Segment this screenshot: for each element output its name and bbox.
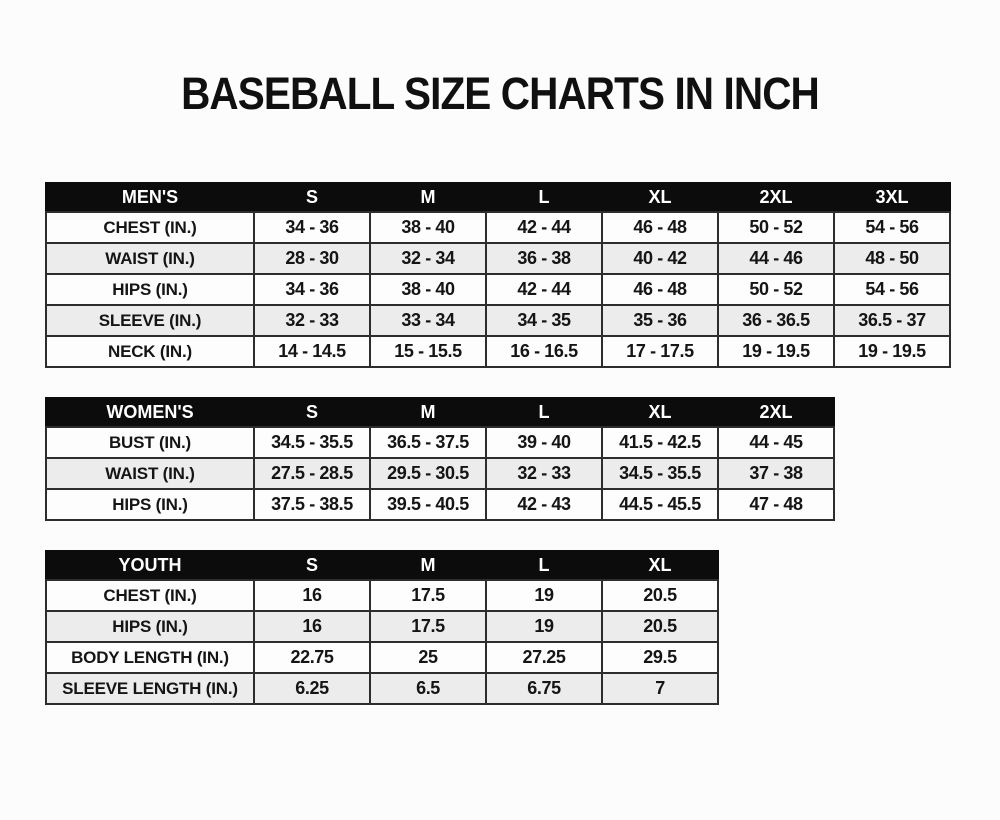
table-row <box>46 336 950 367</box>
page-title: BASEBALL SIZE CHARTS IN INCH <box>181 68 819 119</box>
size-value-cell: 20.5 <box>602 580 718 611</box>
measurement-label: WAIST (IN.) <box>46 243 254 274</box>
measurement-label: SLEEVE LENGTH (IN.) <box>46 673 254 704</box>
size-value-cell: 48 - 50 <box>834 243 950 274</box>
table-row <box>46 274 950 305</box>
size-value-cell: 38 - 40 <box>370 212 486 243</box>
womens-group-header: WOMEN'S <box>46 398 254 427</box>
size-value-cell: 37.5 - 38.5 <box>254 489 370 520</box>
size-value-cell: 16 - 16.5 <box>486 336 602 367</box>
size-value-cell: 33 - 34 <box>370 305 486 336</box>
size-column-header: L <box>486 398 602 427</box>
mens-group-header: MEN'S <box>46 183 254 212</box>
size-value-cell: 19 <box>486 580 602 611</box>
size-column-header: S <box>254 183 370 212</box>
size-value-cell: 36 - 36.5 <box>718 305 834 336</box>
measurement-label: HIPS (IN.) <box>46 489 254 520</box>
size-value-cell: 19 - 19.5 <box>718 336 834 367</box>
size-value-cell: 16 <box>254 611 370 642</box>
measurement-label: CHEST (IN.) <box>46 212 254 243</box>
size-value-cell: 22.75 <box>254 642 370 673</box>
size-value-cell: 44 - 45 <box>718 427 834 458</box>
size-value-cell: 34 - 35 <box>486 305 602 336</box>
womens-size-table <box>45 397 835 521</box>
table-row <box>46 243 950 274</box>
measurement-label: SLEEVE (IN.) <box>46 305 254 336</box>
table-row <box>46 458 834 489</box>
size-value-cell: 40 - 42 <box>602 243 718 274</box>
size-value-cell: 42 - 44 <box>486 212 602 243</box>
size-column-header: XL <box>602 183 718 212</box>
size-value-cell: 29.5 <box>602 642 718 673</box>
size-value-cell: 6.5 <box>370 673 486 704</box>
size-value-cell: 50 - 52 <box>718 212 834 243</box>
size-value-cell: 25 <box>370 642 486 673</box>
size-value-cell: 27.25 <box>486 642 602 673</box>
size-column-header: L <box>486 183 602 212</box>
measurement-label: HIPS (IN.) <box>46 274 254 305</box>
size-value-cell: 44 - 46 <box>718 243 834 274</box>
size-column-header: M <box>370 398 486 427</box>
youth-header-row <box>46 551 718 580</box>
table-row <box>46 580 718 611</box>
table-row <box>46 305 950 336</box>
size-value-cell: 35 - 36 <box>602 305 718 336</box>
youth-size-table <box>45 550 719 705</box>
size-value-cell: 27.5 - 28.5 <box>254 458 370 489</box>
size-column-header: L <box>486 551 602 580</box>
table-row <box>46 611 718 642</box>
size-value-cell: 46 - 48 <box>602 212 718 243</box>
size-value-cell: 17 - 17.5 <box>602 336 718 367</box>
table-row <box>46 212 950 243</box>
measurement-label: WAIST (IN.) <box>46 458 254 489</box>
size-value-cell: 42 - 43 <box>486 489 602 520</box>
size-value-cell: 29.5 - 30.5 <box>370 458 486 489</box>
measurement-label: NECK (IN.) <box>46 336 254 367</box>
table-row <box>46 489 834 520</box>
mens-header-row <box>46 183 950 212</box>
youth-group-header: YOUTH <box>46 551 254 580</box>
size-value-cell: 28 - 30 <box>254 243 370 274</box>
table-row <box>46 427 834 458</box>
size-value-cell: 32 - 34 <box>370 243 486 274</box>
size-value-cell: 38 - 40 <box>370 274 486 305</box>
table-row <box>46 673 718 704</box>
size-column-header: M <box>370 183 486 212</box>
size-column-header: M <box>370 551 486 580</box>
size-value-cell: 34 - 36 <box>254 212 370 243</box>
measurement-label: BODY LENGTH (IN.) <box>46 642 254 673</box>
size-value-cell: 54 - 56 <box>834 212 950 243</box>
size-value-cell: 15 - 15.5 <box>370 336 486 367</box>
size-value-cell: 6.25 <box>254 673 370 704</box>
size-value-cell: 37 - 38 <box>718 458 834 489</box>
size-column-header: XL <box>602 551 718 580</box>
size-value-cell: 6.75 <box>486 673 602 704</box>
size-column-header: 2XL <box>718 183 834 212</box>
size-value-cell: 19 <box>486 611 602 642</box>
measurement-label: BUST (IN.) <box>46 427 254 458</box>
measurement-label: CHEST (IN.) <box>46 580 254 611</box>
size-value-cell: 42 - 44 <box>486 274 602 305</box>
size-value-cell: 36.5 - 37.5 <box>370 427 486 458</box>
size-value-cell: 39 - 40 <box>486 427 602 458</box>
size-value-cell: 14 - 14.5 <box>254 336 370 367</box>
size-column-header: S <box>254 551 370 580</box>
table-row <box>46 642 718 673</box>
size-value-cell: 54 - 56 <box>834 274 950 305</box>
size-value-cell: 50 - 52 <box>718 274 834 305</box>
size-value-cell: 17.5 <box>370 611 486 642</box>
size-value-cell: 32 - 33 <box>486 458 602 489</box>
size-column-header: 2XL <box>718 398 834 427</box>
size-value-cell: 7 <box>602 673 718 704</box>
size-value-cell: 16 <box>254 580 370 611</box>
size-value-cell: 34.5 - 35.5 <box>602 458 718 489</box>
size-value-cell: 19 - 19.5 <box>834 336 950 367</box>
size-column-header: 3XL <box>834 183 950 212</box>
womens-header-row <box>46 398 834 427</box>
size-value-cell: 20.5 <box>602 611 718 642</box>
size-tables-container <box>0 182 1000 705</box>
size-value-cell: 34.5 - 35.5 <box>254 427 370 458</box>
size-value-cell: 46 - 48 <box>602 274 718 305</box>
size-value-cell: 39.5 - 40.5 <box>370 489 486 520</box>
size-value-cell: 36 - 38 <box>486 243 602 274</box>
size-column-header: XL <box>602 398 718 427</box>
size-value-cell: 47 - 48 <box>718 489 834 520</box>
size-column-header: S <box>254 398 370 427</box>
size-value-cell: 36.5 - 37 <box>834 305 950 336</box>
size-value-cell: 32 - 33 <box>254 305 370 336</box>
size-value-cell: 41.5 - 42.5 <box>602 427 718 458</box>
size-value-cell: 34 - 36 <box>254 274 370 305</box>
size-value-cell: 44.5 - 45.5 <box>602 489 718 520</box>
size-value-cell: 17.5 <box>370 580 486 611</box>
measurement-label: HIPS (IN.) <box>46 611 254 642</box>
mens-size-table <box>45 182 951 368</box>
